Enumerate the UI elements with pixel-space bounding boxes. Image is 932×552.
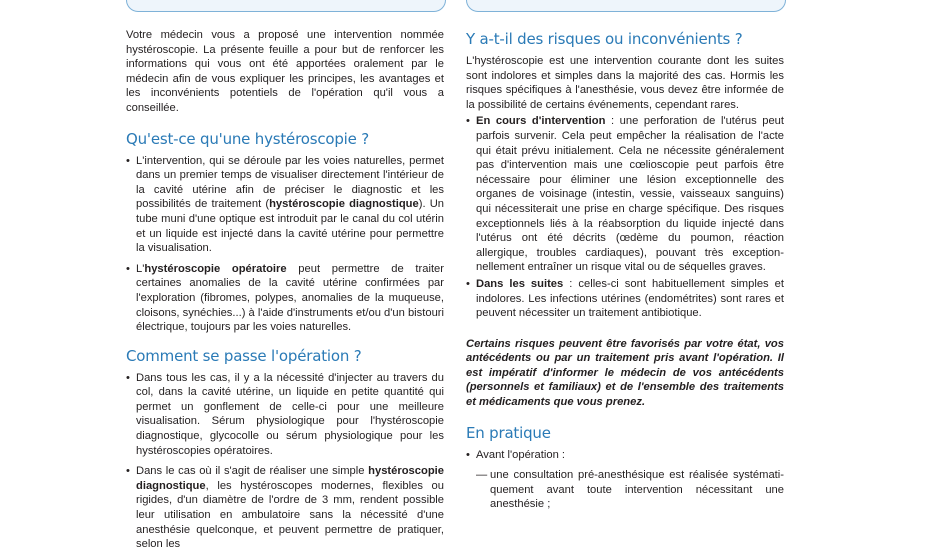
bullet-icon: • bbox=[466, 448, 470, 461]
list-item: • Dans les suites : celles-ci sont habituellement simples et indolores. Les infections utérines (endométrites) sont rares et peuvent nécessiter un traitement antibiotique. bbox=[466, 277, 784, 320]
list-item: • En cours d'intervention : une perforation de l'utérus peut parfois survenir. Cela peut empêcher la réalisation de l'acte qui était prévu initialement. Cela ne nécessite généralement pas d'intervention mais une cœlioscopie peut parfois être nécessaire pour éliminer une lésion exceptionnelle des organes de voisinage (intestin, vessie, vaisseaux sanguins) qui nécessiterait une prise en charge spécifique. Des risques exceptionnels liés à la réabsorption du liquide injecté dans l'utérus ont été décrits (œdème du poumon, réaction allergique, troubles cardiaques), pouvant très exceptionnellement entraîner un risque vital ou de séquelles graves. bbox=[466, 115, 785, 274]
list-item: • Avant l'opération : bbox=[466, 448, 566, 461]
top-box-left bbox=[126, 0, 446, 12]
bullet-icon: • bbox=[126, 371, 130, 384]
list-item: • L'hystéroscopie opératoire peut permettre de traiter certaines anomalies de la cavité utérine confirmées par l'exploration (fibromes, polypes, anomalies de la muqueuse, cloisons, synéchies...) à l'aide d'instruments et/ou d'un bistouri électrique, toujours par les voies naturelles. bbox=[126, 262, 445, 334]
bullet-icon: • bbox=[466, 277, 470, 290]
how-list bbox=[126, 371, 444, 552]
right-column bbox=[466, 30, 784, 512]
dash-icon: — bbox=[476, 469, 488, 482]
list-item: • Dans le cas où il s'agit de réaliser une simple hystéroscopie diagnostique, les hystéroscopes modernes, flexibles ou rigides, d'un diamètre de l'ordre de 3 mm, rendent possible leur utilisation en ambulatoire sans la nécessité d'une anesthésie quelconque, et peuvent permettre de pratiquer, selon les bbox=[126, 465, 444, 551]
practice-list bbox=[466, 448, 784, 463]
risks-intro: L'hystéroscopie est une intervention courante dont les suites sont indolores et simples dans la majorité des cas. Hormis les risques spécifiques à l'anesthésie, vous devez être informée de la possibilité de certains événements, cependant rares. bbox=[466, 55, 784, 111]
warning-paragraph: Certains risques peuvent être favorisés par votre état, vos antécédents ou par un traitement pris avant l'opération. Il est impératif d'informer le médecin de vos antécédents (personnels et familiaux) et de l'ensemble des traitements et médicaments que vous prenez. bbox=[466, 337, 784, 409]
sub-item: — une consultation pré-anesthésique est réalisée systématiquement avant toute intervention nécessitant une anesthésie ; bbox=[476, 469, 784, 511]
intro-paragraph: Votre médecin vous a proposé une intervention nommée hystéroscopie. La présente feuille a pour but de renforcer les informations qui vous ont été apportées oralement par le médecin afin de vous expliquer les principes, les avantages et les inconvénients potentiels de l'opération qu'il vous a conseillée. bbox=[126, 29, 444, 114]
left-column bbox=[126, 28, 444, 552]
bullet-icon: • bbox=[126, 465, 130, 478]
what-list bbox=[126, 154, 444, 335]
bullet-icon: • bbox=[126, 154, 130, 167]
section-heading-how: Comment se passe l'opération ? bbox=[126, 346, 362, 365]
bullet-icon: • bbox=[126, 262, 130, 275]
risks-list bbox=[466, 114, 784, 320]
list-item: • L'intervention, qui se déroule par les voies naturelles, permet dans un premier temps de visualiser directement l'intérieur de la cavité utérine afin de préciser le diagnostic et les possibilités de traitement (hystéroscopie diagnostique). Un tube muni d'une optique est introduit par le canal du col utérin et un liquide est injecté dans la cavité utérine pour permettre la visualisation. bbox=[126, 154, 445, 255]
bullet-icon: • bbox=[466, 115, 470, 128]
section-heading-risks: Y a-t-il des risques ou inconvénients ? bbox=[466, 30, 743, 48]
section-heading-practice: En pratique bbox=[466, 423, 551, 442]
list-item: • Dans tous les cas, il y a la nécessité d'injecter au travers du col, dans la cavité utérine, un liquide en petite quantité qui permet un gonflement de celle-ci pour une meilleure visualisation. Sérum physiologique pour l'hystéroscopie diagnostique, glycocolle ou sérum physiologique pour les hystéroscopies opératoires. bbox=[126, 371, 444, 457]
section-heading-what: Qu'est-ce qu'une hystéroscopie ? bbox=[126, 129, 369, 148]
top-box-right bbox=[466, 0, 786, 12]
